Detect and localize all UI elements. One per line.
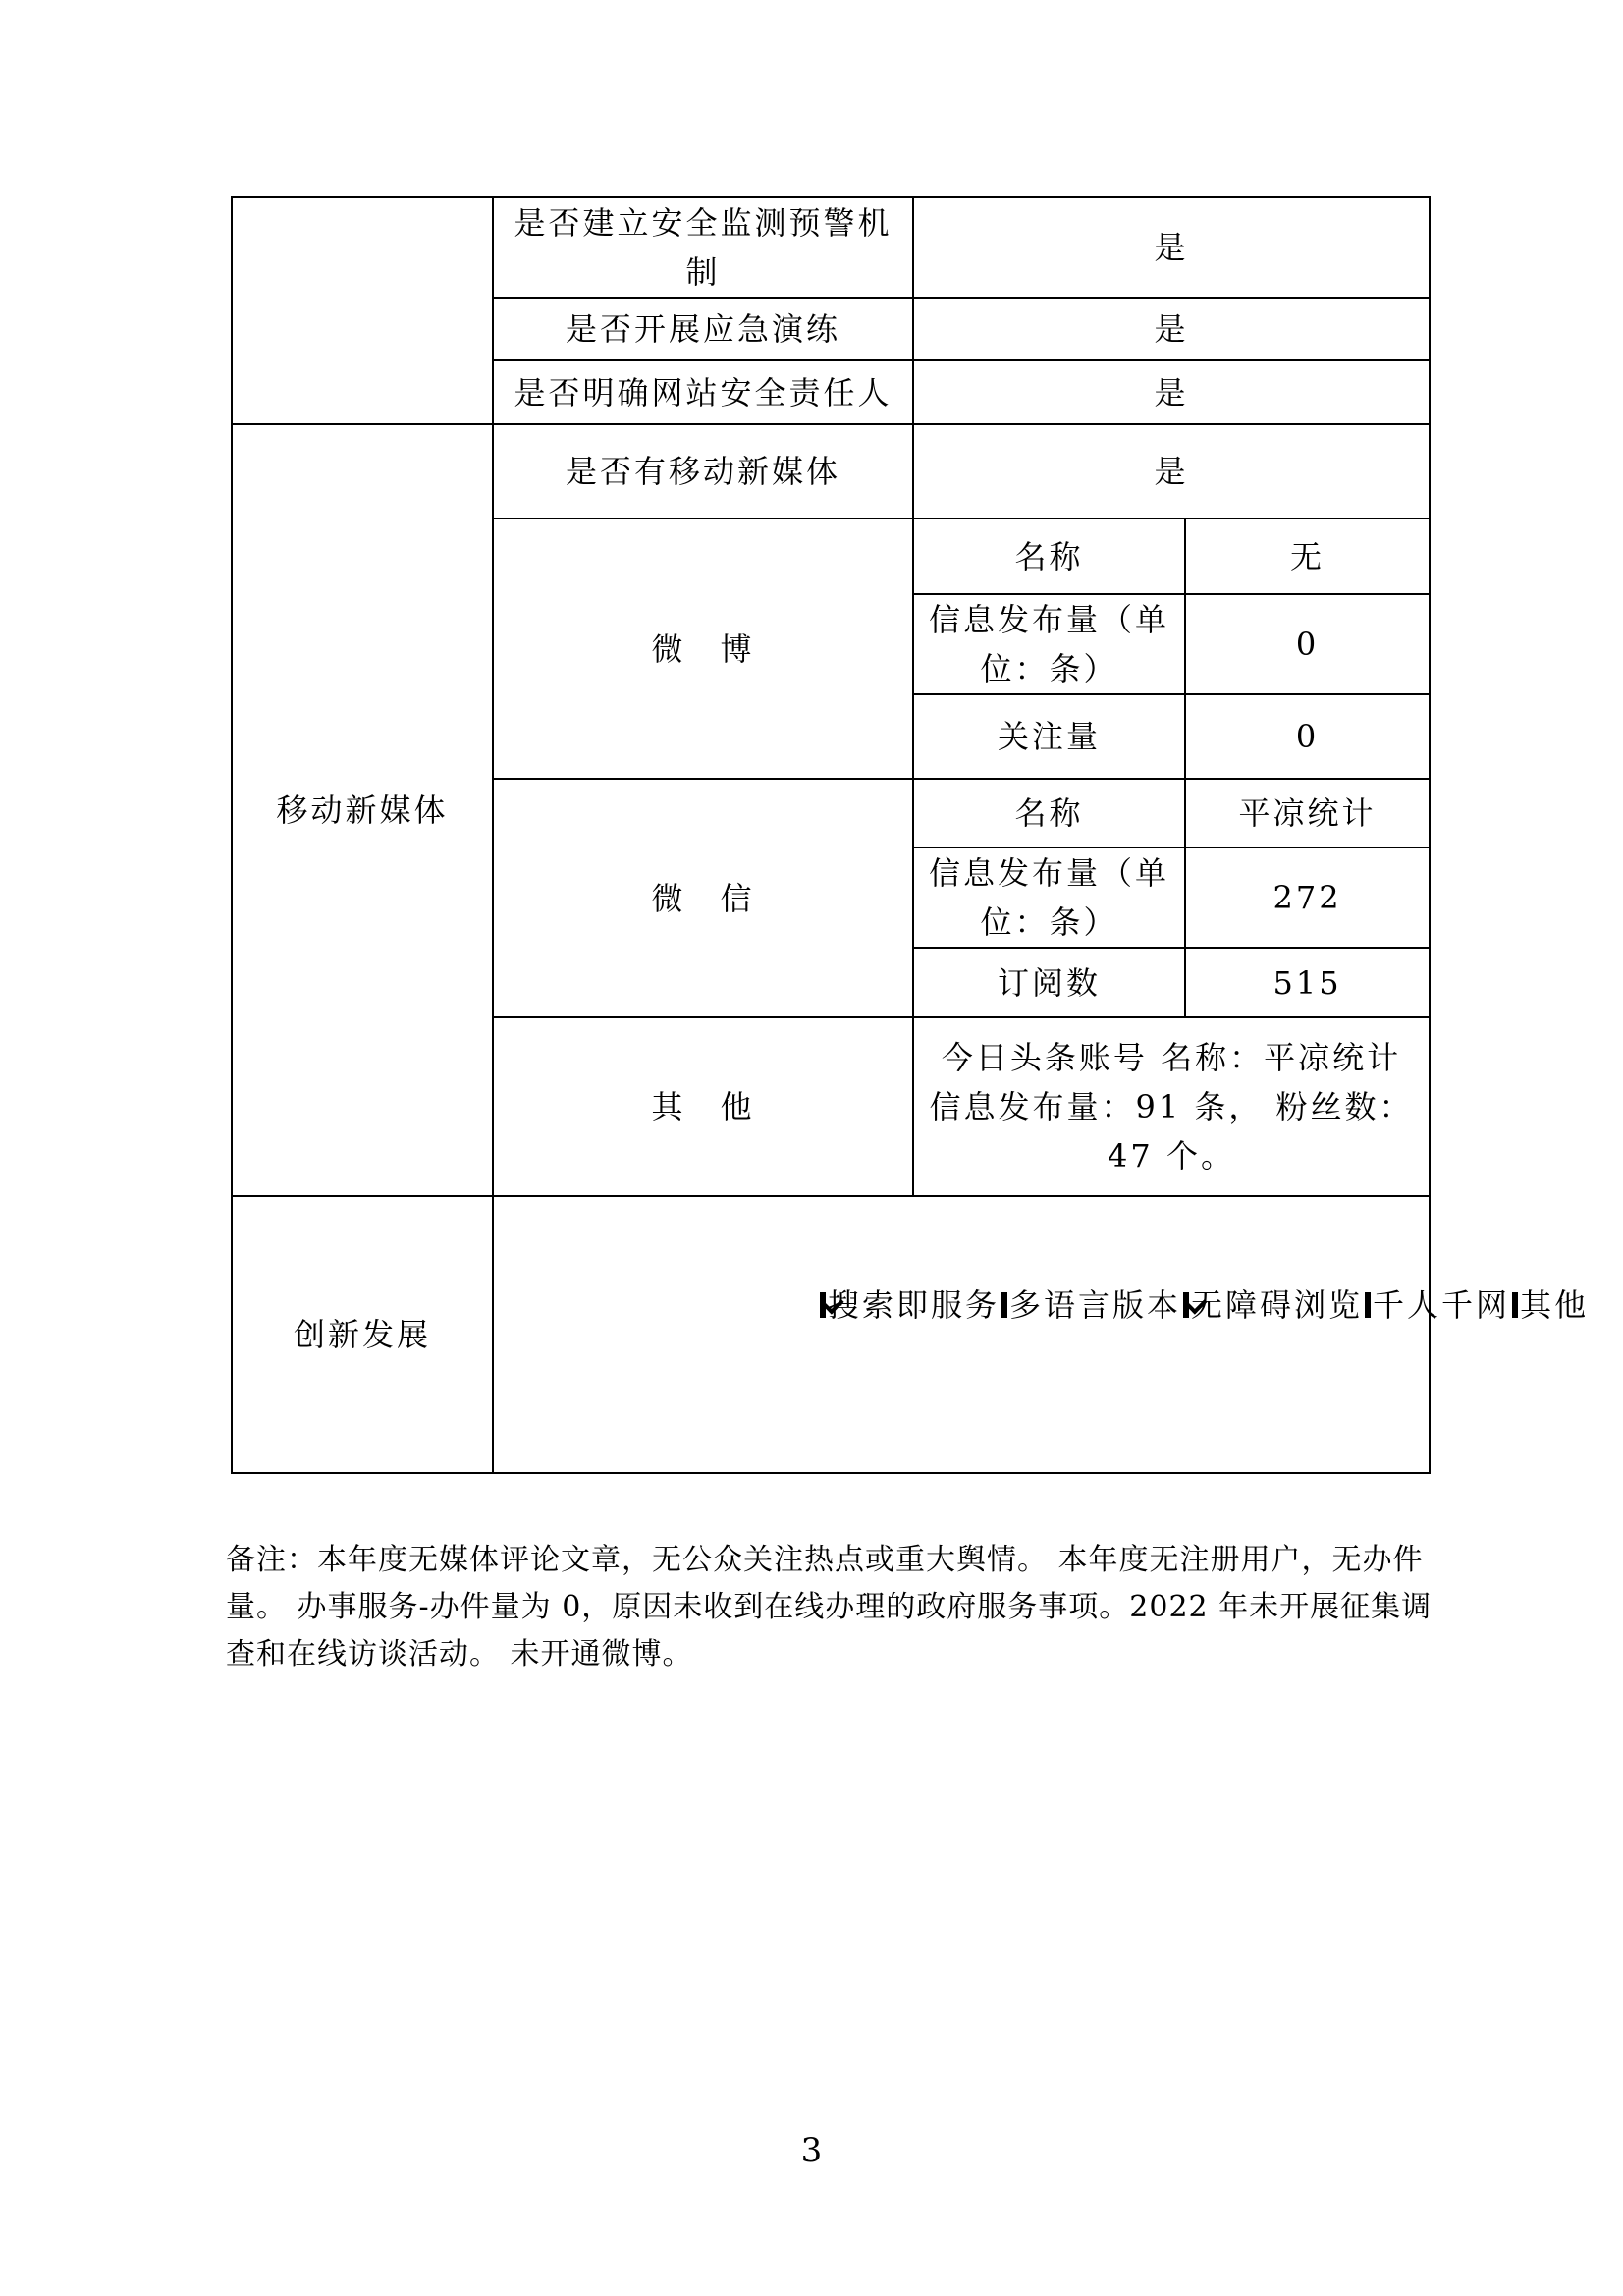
security-section-cell <box>232 197 493 424</box>
option-checkbox[interactable] <box>820 1292 826 1318</box>
option-label: 千人千网 <box>1373 1286 1511 1324</box>
option-checkbox[interactable] <box>1001 1292 1007 1318</box>
innovation-options-cell <box>493 1196 1590 1473</box>
weibo-name-value: 无 <box>1185 519 1430 594</box>
other-label: 其 他 <box>493 1017 913 1196</box>
monitor-value: 是 <box>913 197 1430 298</box>
weibo-posts-label: 信息发布量（单位：条） <box>913 594 1185 694</box>
innovation-label: 创新发展 <box>232 1196 493 1473</box>
wechat-name-value: 平凉统计 <box>1185 779 1430 847</box>
wechat-subs-label: 订阅数 <box>913 948 1185 1017</box>
report-table <box>231 196 1590 1474</box>
has-media-value: 是 <box>913 424 1430 519</box>
page-number: 3 <box>800 2131 823 2170</box>
option-checkbox[interactable] <box>1512 1292 1518 1318</box>
wechat-posts-value: 272 <box>1185 847 1430 948</box>
weibo-posts-value: 0 <box>1185 594 1430 694</box>
innovation-options <box>818 1281 1590 1330</box>
drill-label: 是否开展应急演练 <box>493 298 913 360</box>
weibo-followers-label: 关注量 <box>913 694 1185 779</box>
wechat-label: 微 信 <box>493 779 913 1017</box>
weibo-label: 微 博 <box>493 519 913 779</box>
option-label: 搜索即服务 <box>828 1286 1001 1324</box>
responsible-label: 是否明确网站安全责任人 <box>493 360 913 424</box>
has-media-label: 是否有移动新媒体 <box>493 424 913 519</box>
option-label: 其他 <box>1520 1286 1590 1324</box>
wechat-name-label: 名称 <box>913 779 1185 847</box>
remarks-note: 备注：本年度无媒体评论文章，无公众关注热点或重大舆情。 本年度无注册用户，无办件量。 办事服务-办件量为 0，原因未收到在线办理的政府服务事项。2022 年未开展征集调查和在线访谈活动。 未开通微博。 <box>226 1543 1433 1671</box>
wechat-posts-label: 信息发布量（单位：条） <box>913 847 1185 948</box>
weibo-name-label: 名称 <box>913 519 1185 594</box>
other-value: 今日头条账号 名称：平凉统计信息发布量：91 条， 粉丝数：47 个。 <box>913 1017 1430 1196</box>
responsible-value: 是 <box>913 360 1430 424</box>
drill-value: 是 <box>913 298 1430 360</box>
option-label: 多语言版本 <box>1009 1286 1182 1324</box>
weibo-followers-value: 0 <box>1185 694 1430 779</box>
monitor-label: 是否建立安全监测预警机制 <box>493 197 913 298</box>
option-checkbox[interactable] <box>1183 1292 1189 1318</box>
option-label: 无障碍浏览 <box>1191 1286 1364 1324</box>
wechat-subs-value: 515 <box>1185 948 1430 1017</box>
media-section-label: 移动新媒体 <box>232 424 493 1196</box>
option-checkbox[interactable] <box>1365 1292 1371 1318</box>
